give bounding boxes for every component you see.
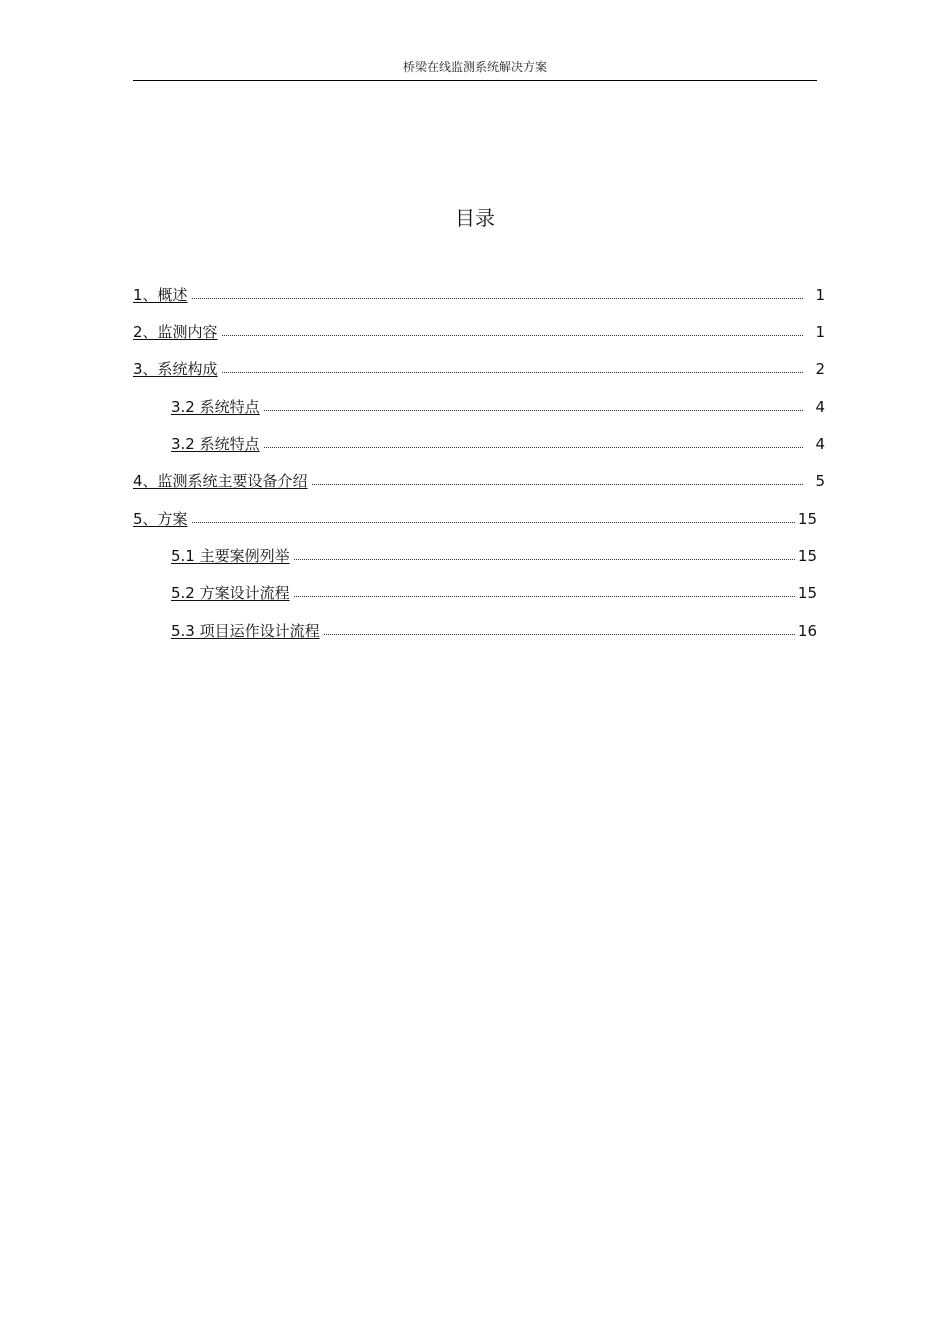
toc-entry[interactable] — [133, 317, 825, 341]
toc-entry-label[interactable]: 5.3 项目运作设计流程 — [171, 622, 320, 640]
toc-entry-label[interactable]: 3.2 系统特点 — [171, 398, 260, 416]
toc-entry-page: 16 — [797, 622, 817, 640]
toc-leader-dots — [312, 484, 803, 485]
toc-entry-label[interactable]: 2、监测内容 — [133, 323, 218, 341]
toc-entry-label[interactable]: 4、监测系统主要设备介绍 — [133, 472, 308, 490]
toc-title: 目录 — [455, 206, 495, 230]
toc-entry-page: 5 — [815, 472, 825, 490]
toc-leader-dots — [222, 372, 803, 373]
toc-entry-page: 2 — [815, 360, 825, 378]
toc-entry-label[interactable]: 1、概述 — [133, 286, 188, 304]
toc-entry-page: 1 — [815, 323, 825, 341]
toc-leader-dots — [324, 634, 795, 635]
toc-leader-dots — [294, 559, 795, 560]
toc-entry-page: 15 — [797, 510, 817, 528]
toc-leader-dots — [192, 298, 803, 299]
toc-entry-label[interactable]: 5、方案 — [133, 510, 188, 528]
toc-entry-page: 15 — [797, 584, 817, 602]
toc-entry-label[interactable]: 5.1 主要案例列举 — [171, 547, 290, 565]
toc-entry[interactable] — [133, 504, 817, 528]
toc-leader-dots — [264, 447, 803, 448]
page-header: 桥梁在线监测系统解决方案 — [402, 60, 547, 74]
toc-entry[interactable] — [133, 354, 825, 378]
toc-entry[interactable] — [171, 541, 817, 565]
toc-leader-dots — [222, 335, 803, 336]
toc-entry-label[interactable]: 5.2 方案设计流程 — [171, 584, 290, 602]
toc-entry-page: 1 — [815, 286, 825, 304]
toc-entry[interactable] — [171, 616, 817, 640]
toc-leader-dots — [264, 410, 803, 411]
header-divider — [133, 80, 817, 81]
toc-entry-page: 4 — [815, 435, 825, 453]
toc-entry-page: 15 — [797, 547, 817, 565]
toc-leader-dots — [294, 596, 795, 597]
toc-entry[interactable] — [171, 429, 825, 453]
toc-leader-dots — [192, 522, 795, 523]
toc-entry[interactable] — [133, 280, 825, 304]
toc-entry-label[interactable]: 3、系统构成 — [133, 360, 218, 378]
toc-entry[interactable] — [171, 392, 825, 416]
toc-entry-page: 4 — [815, 398, 825, 416]
toc-entry[interactable] — [133, 466, 825, 490]
toc-entry-label[interactable]: 3.2 系统特点 — [171, 435, 260, 453]
toc-entry[interactable] — [171, 578, 817, 602]
